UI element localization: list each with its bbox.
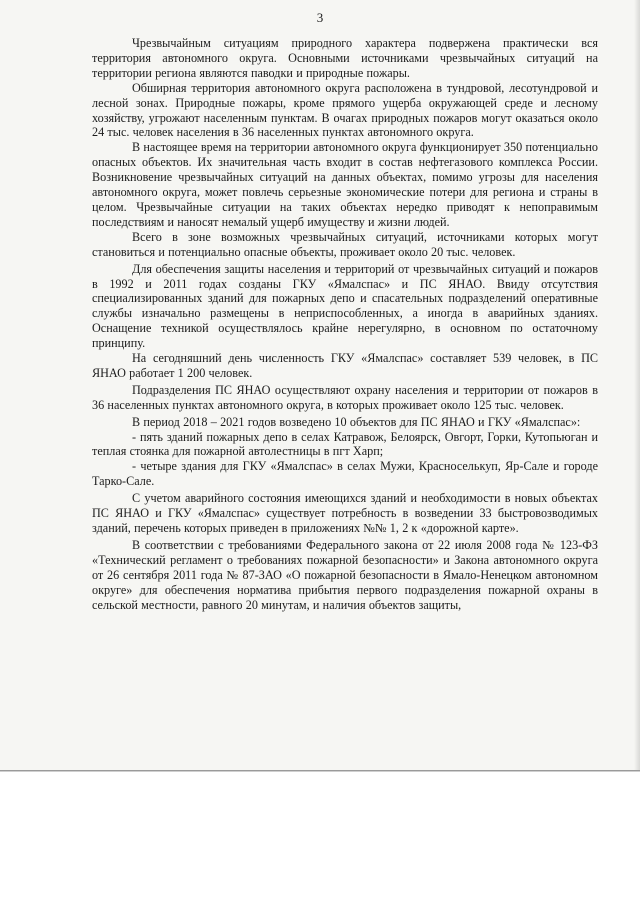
paragraph-territory-zones: Обширная территория автономного округа расположена в тундровой, лесотундровой и лесной зонах. Природные пожары, кроме прямого ущерба окружающей среде и лесному хозяйству, угрожают населенным пунктам. В очагах природных пожаров могут оказаться около 24 тыс. человек населения в 36 населенных пунктах автономного округа. <box>92 80 598 140</box>
paragraph-staff-numbers: На сегодняшний день численность ГКУ «Ямалспас» составляет 539 человек, в ПС ЯНАО работает 1 200 человек. <box>92 351 598 380</box>
list-item-yamalspas-buildings: - четыре здания для ГКУ «Ямалспас» в селах Мужи, Красноселькуп, Яр-Сале и городе Тарко-Сале. <box>92 459 598 489</box>
list-item-fire-depots: - пять зданий пожарных депо в селах Катравож, Белоярск, Овгорт, Горки, Кутопьюган и теплая стоянка для пожарной автолестницы в пгт Харп; <box>92 429 598 459</box>
paragraph-hazardous-objects: В настоящее время на территории автономного округа функционирует 350 потенциально опасных объектов. Их значительная часть входит в состав нефтегазового комплекса России. Возникновение чрезвычайных ситуаций на данных объектах, помимо угрозы для населения автономного округа, может повлечь серьезные экономические потери для региона и страны в целом. Чрезвычайные ситуации на таких объектах нередко приводят к непоправимым последствиям и наносят немалый ущерб имуществу и жизни людей. <box>92 140 598 229</box>
paragraph-building-needs: С учетом аварийного состояния имеющихся зданий и необходимости в новых объектах ПС ЯНАО и ГКУ «Ямалспас» существует потребность в возведении 33 быстровозводимых зданий, перечень которых приведен в приложениях №№ 1, 2 к «дорожной карте». <box>92 491 598 535</box>
paragraph-population-in-zone: Всего в зоне возможных чрезвычайных ситуаций, источниками которых могут становиться и потенциально опасные объекты, проживает около 20 тыс. человек. <box>92 229 598 259</box>
paragraph-legal-requirements: В соответствии с требованиями Федерального закона от 22 июля 2008 года № 123-ФЗ «Технический регламент о требованиях пожарной безопасности» и Закона автономного округа от 26 сентября 2011 года № 87-ЗАО «О пожарной безопасности в Ямало-Ненецком автономном округе» для обеспечения норматива прибытия первого подразделения пожарной охраны в сельской местности, равного 20 минутам, и наличия объектов защиты, <box>92 537 598 612</box>
page-number: 3 <box>316 10 324 25</box>
paragraph-natural-emergencies: Чрезвычайным ситуациям природного характера подвержена практически вся территория автономного округа. Основными источниками чрезвычайных ситуаций на территории региона являются паводки и природные пожары. <box>92 36 598 80</box>
paragraph-objects-built: В период 2018 – 2021 годов возведено 10 объектов для ПС ЯНАО и ГКУ «Ямалспас»: <box>132 414 581 429</box>
paragraph-services-created: Для обеспечения защиты населения и территорий от чрезвычайных ситуаций и пожаров в 1992 и 2011 годах созданы ГКУ «Ямалспас» и ПС ЯНАО. Ввиду отсутствия специализированных зданий для пожарных депо и спасательных подразделений оперативные службы изначально размещены в неприспособленных, а иногда в аварийных зданиях. Оснащение техникой осуществлялось крайне нерегулярно, в основном по остаточному принципу. <box>92 261 598 351</box>
document-body <box>92 36 598 612</box>
paragraph-fire-protection: Подразделения ПС ЯНАО осуществляют охрану населения и территории от пожаров в 36 населенных пунктах автономного округа, в которых проживает около 125 тыс. человек. <box>92 382 598 412</box>
page-edge-shadow <box>634 0 640 770</box>
